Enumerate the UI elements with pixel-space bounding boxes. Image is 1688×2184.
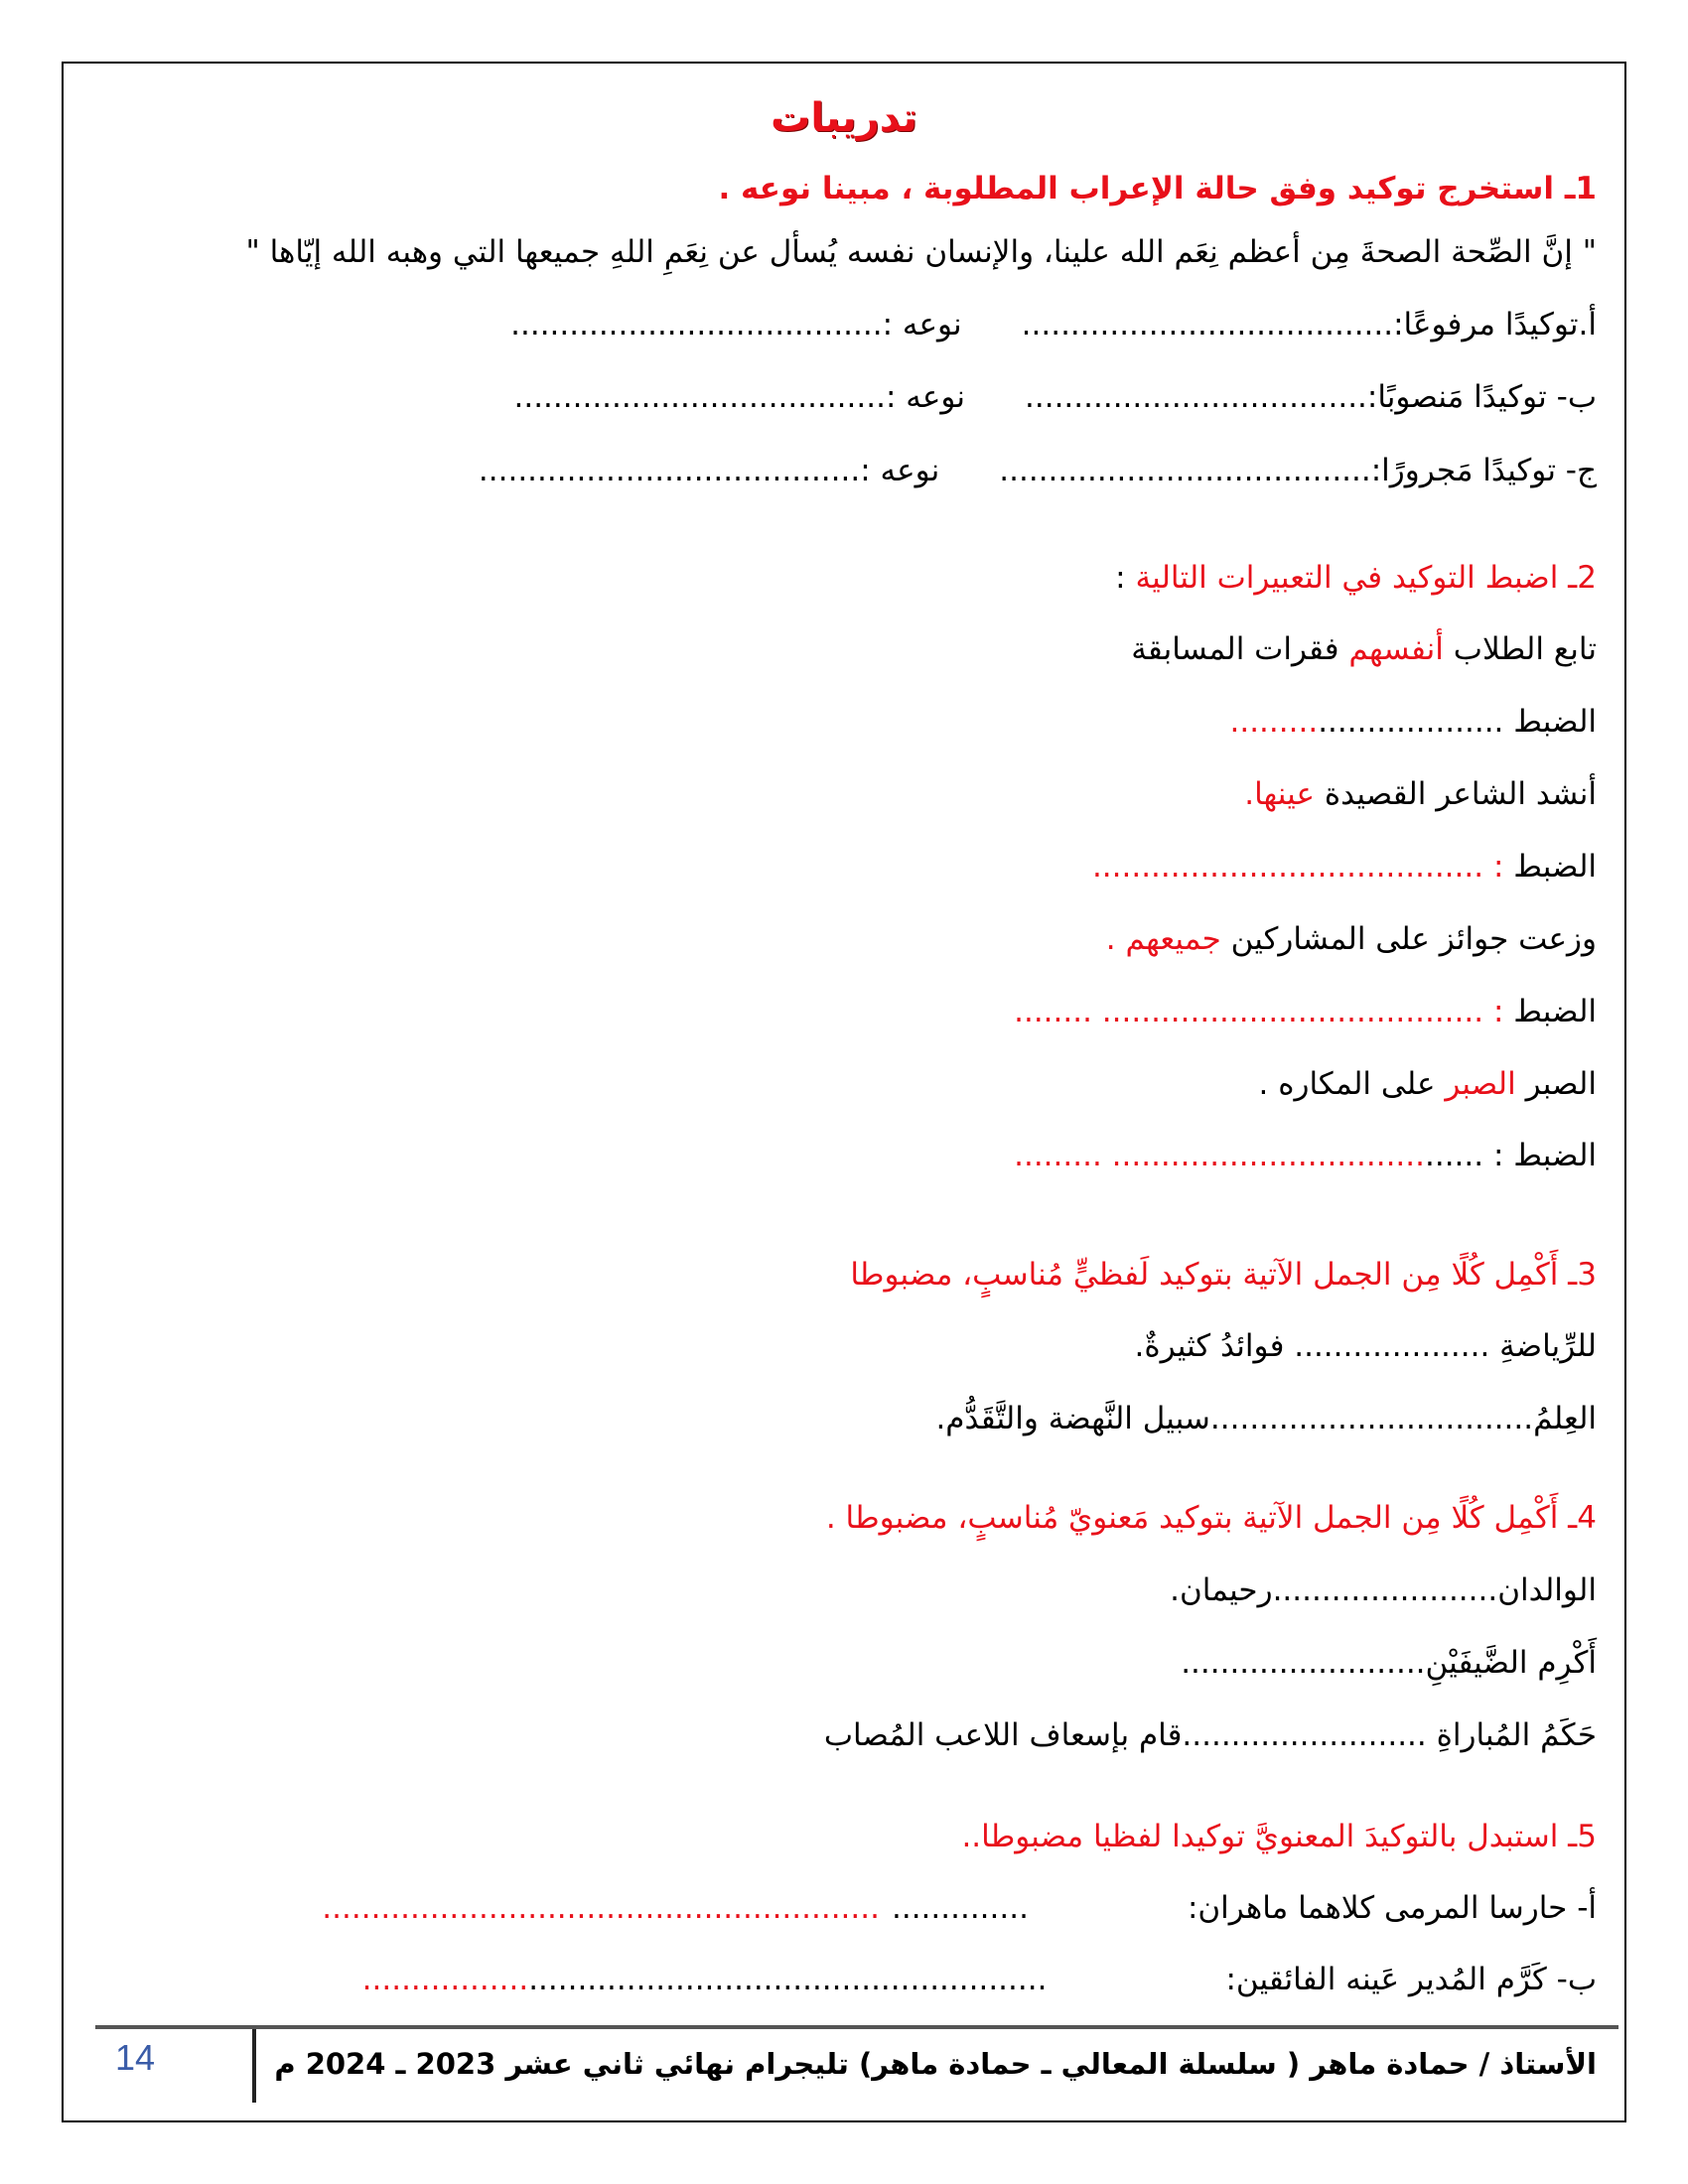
q3-heading: 3ـ أَكْمِل كُلًا مِن الجمل الآتية بتوكيد لَفظيٍّ مُناسبٍ، مضبوطا	[850, 1257, 1597, 1293]
q2-sentence-4	[91, 1062, 1597, 1106]
q1-item-c-type-label: نوعه :	[860, 453, 940, 488]
q5-heading: 5ـ استبدل بالتوكيدَ المعنويَّ توكيدا لفظيا مضبوطا..	[961, 1819, 1597, 1854]
q2-a3-dots-red: ....................................... ........	[1014, 994, 1484, 1029]
q1-item-c-answer: ......................................	[999, 453, 1371, 488]
q1-item-c-label: ج- توكيدًا مَجرورًا:	[1370, 453, 1597, 488]
q2-a4-dots-red: ................................ .........	[1014, 1138, 1425, 1173]
q2-a2-label: الضبط	[1503, 849, 1597, 885]
q1-item-a-label: أ.توكيدًا مرفوعًا:	[1393, 307, 1597, 342]
q1-item-a-answer: ......................................	[1021, 307, 1394, 342]
q2-answer-4	[91, 1134, 1597, 1177]
q2-s4-emphasis: الصبر	[1445, 1066, 1516, 1102]
q1-item-b-type-answer: ......................................	[513, 379, 886, 415]
q1-item-a-type-answer: ......................................	[510, 307, 883, 342]
q5-item-b-dots: .....................................................	[528, 1962, 1048, 1997]
q3-sentence-2: العِلمُ.................................سبيل النَّهضة والتَّقَدُّم.	[935, 1401, 1597, 1436]
q2-s2-emphasis: عينها.	[1244, 776, 1316, 812]
q4-sentence-2: أَكْرِم الضَّيفَيْنِ.........................	[1181, 1645, 1597, 1681]
q2-heading	[91, 556, 1597, 600]
footer-author: الأستاذ / حمادة ماهر ( سلسلة المعالي ـ حمادة ماهر) تليجرام نهائي ثاني عشر 2023 ـ 2024 م	[274, 2047, 1597, 2081]
q5-item-a	[91, 1886, 1597, 1930]
q2-s4-text: الصبر	[1515, 1066, 1597, 1102]
q2-a4-dots: ......	[1425, 1138, 1484, 1173]
q2-s4-text-end: على المكاره .	[1258, 1066, 1446, 1102]
q2-a4-label: الضبط :	[1483, 1138, 1597, 1173]
q1-item-b	[91, 375, 1597, 419]
q4-sentence-3: حَكَمُ المُباراةِ .........................قام بإسعاف اللاعب المُصاب	[823, 1717, 1597, 1753]
q2-a1-dots-red: .........	[1229, 704, 1319, 740]
q1-passage: " إنَّ الصِّحة الصحةَ مِن أعظم نِعَم الله علينا، والإنسان نفسه يُسأل عن نِعَمِ اللهِ جميعها التي وهبه الله إيّاها "	[245, 234, 1597, 270]
q2-s3-text: وزعت جوائز على المشاركين	[1220, 921, 1597, 957]
q2-a3-colon: :	[1483, 994, 1504, 1029]
q5-item-a-dots-red: .........................................................	[322, 1890, 880, 1926]
q1-item-c-type-answer: .......................................	[478, 453, 861, 488]
q1-item-b-label: ب- توكيدًا مَنصوبًا:	[1366, 379, 1597, 415]
footer-divider	[95, 2025, 1618, 2029]
q2-answer-1	[91, 700, 1597, 744]
q2-a1-dots: ...................	[1318, 704, 1504, 740]
q2-s3-emphasis: جميعهم .	[1105, 921, 1221, 957]
page-number: 14	[115, 2037, 156, 2078]
footer-separator	[252, 2029, 256, 2103]
q2-answer-2	[91, 845, 1597, 888]
q1-item-b-type-label: نوعه :	[885, 379, 966, 415]
q5-item-b-label: ب- كَرَّم المُدير عَينه الفائقين:	[1225, 1962, 1597, 1997]
q5-item-b	[91, 1958, 1597, 2001]
q2-sentence-2	[91, 772, 1597, 816]
q2-a2-colon: :	[1483, 849, 1504, 885]
q1-item-a-type-label: نوعه :	[882, 307, 962, 342]
q1-heading: 1ـ استخرج توكيد وفق حالة الإعراب المطلوبة ، مبينا نوعه .	[718, 171, 1597, 206]
q4-sentence-1: الوالدان.......................رحيمان.	[1170, 1572, 1597, 1608]
q2-sentence-1	[91, 627, 1597, 671]
q2-heading-text: 2ـ اضبط التوكيد في التعبيرات التالية	[1135, 560, 1597, 596]
q2-s2-text: أنشد الشاعر القصيدة	[1315, 776, 1597, 812]
q5-item-b-dots-red: .................	[361, 1962, 529, 1997]
q3-sentence-1: للرِّياضةِ .................... فوائدُ كثيرةٌ.	[1134, 1328, 1597, 1364]
q2-s1-text: تابع الطلاب	[1443, 631, 1597, 667]
q2-a1-label: الضبط	[1503, 704, 1597, 740]
q2-s1-text-end: فقرات المسابقة	[1131, 631, 1349, 667]
q2-s1-emphasis: أنفسهم	[1348, 631, 1444, 667]
q2-sentence-3	[91, 917, 1597, 961]
q2-a3-label: الضبط	[1503, 994, 1597, 1029]
q1-item-a	[91, 303, 1597, 346]
q2-a2-dots-red: ........................................	[1091, 849, 1484, 885]
page-title: تدريبات	[771, 95, 917, 141]
q2-answer-3	[91, 990, 1597, 1033]
q2-heading-colon: :	[1115, 560, 1136, 596]
q1-item-c	[91, 449, 1597, 492]
q5-item-a-label: أ- حارسا المرمى كلاهما ماهران:	[1187, 1890, 1597, 1926]
q1-item-b-answer: ...................................	[1025, 379, 1367, 415]
q4-heading: 4ـ أَكْمِل كُلًا مِن الجمل الآتية بتوكيد مَعنويّ مُناسبٍ، مضبوطا .	[825, 1500, 1597, 1536]
q5-item-a-dots: ..............	[891, 1890, 1029, 1926]
